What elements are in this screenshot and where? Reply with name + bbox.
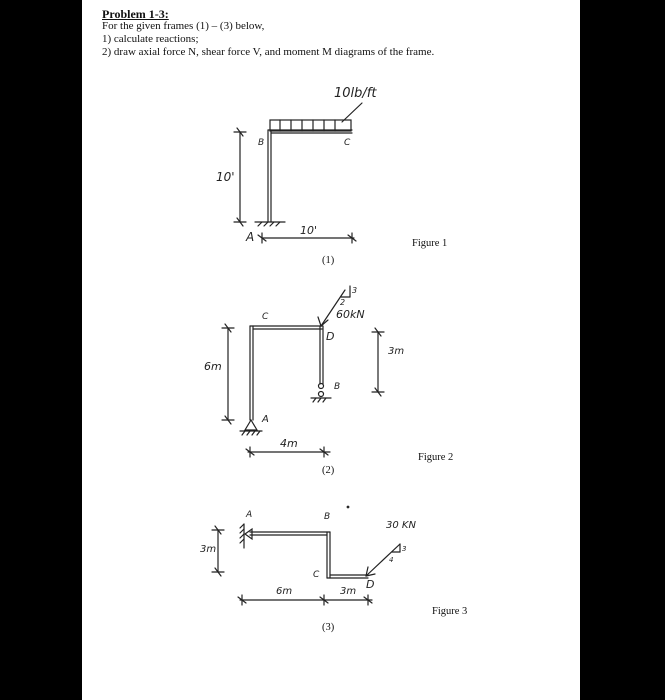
fig1-load-label: 10lb/ft	[334, 86, 377, 101]
fig3-node-c: C	[313, 570, 320, 580]
fig1-span-label: 10'	[300, 224, 318, 237]
fig1-node-b: B	[258, 138, 265, 148]
problem-intro: For the given frames (1) – (3) below,	[102, 20, 265, 32]
fig2-slope-rise: 3	[352, 286, 358, 295]
fig1-caption: Figure 1	[412, 238, 448, 249]
fig2-load-label: 60kN	[336, 308, 365, 321]
fig2-node-d: D	[326, 330, 335, 343]
fig2-number: (2)	[322, 465, 335, 476]
fig2-height-right-label: 3m	[388, 346, 405, 357]
fig1-node-c: C	[344, 138, 351, 148]
fig2-caption: Figure 2	[418, 452, 454, 463]
fig2-node-a: A	[262, 414, 269, 425]
fig3-node-d: D	[366, 578, 375, 591]
fig3-node-b: B	[324, 512, 331, 522]
task-diagrams: 2) draw axial force N, shear force V, and moment M diagrams of the frame.	[102, 46, 435, 58]
fig3-node-a: A	[246, 510, 253, 520]
fig2-slope-run: 2	[340, 298, 346, 307]
task-reactions: 1) calculate reactions;	[102, 33, 199, 45]
fig3-height-label: 3m	[200, 544, 217, 555]
fig3-caption: Figure 3	[432, 606, 468, 617]
fig3-number: (3)	[322, 622, 335, 633]
fig3-slope-b: 4	[389, 556, 394, 564]
figure-1-frame	[234, 103, 362, 243]
fig1-height-label: 10'	[216, 170, 235, 184]
fig1-number: (1)	[322, 255, 335, 266]
fig1-node-a: A	[246, 230, 255, 244]
fig2-span-label: 4m	[280, 437, 298, 450]
fig3-slope-a: 3	[402, 545, 407, 553]
fig3-span-right-label: 3m	[340, 586, 357, 597]
problem-title: Problem 1-3:	[102, 7, 169, 21]
fig2-height-left-label: 6m	[204, 360, 222, 373]
fig2-node-c: C	[262, 312, 269, 322]
fig3-span-left-label: 6m	[276, 586, 293, 597]
fig3-load-label: 30 KN	[386, 520, 416, 531]
fig2-node-b: B	[334, 382, 341, 392]
